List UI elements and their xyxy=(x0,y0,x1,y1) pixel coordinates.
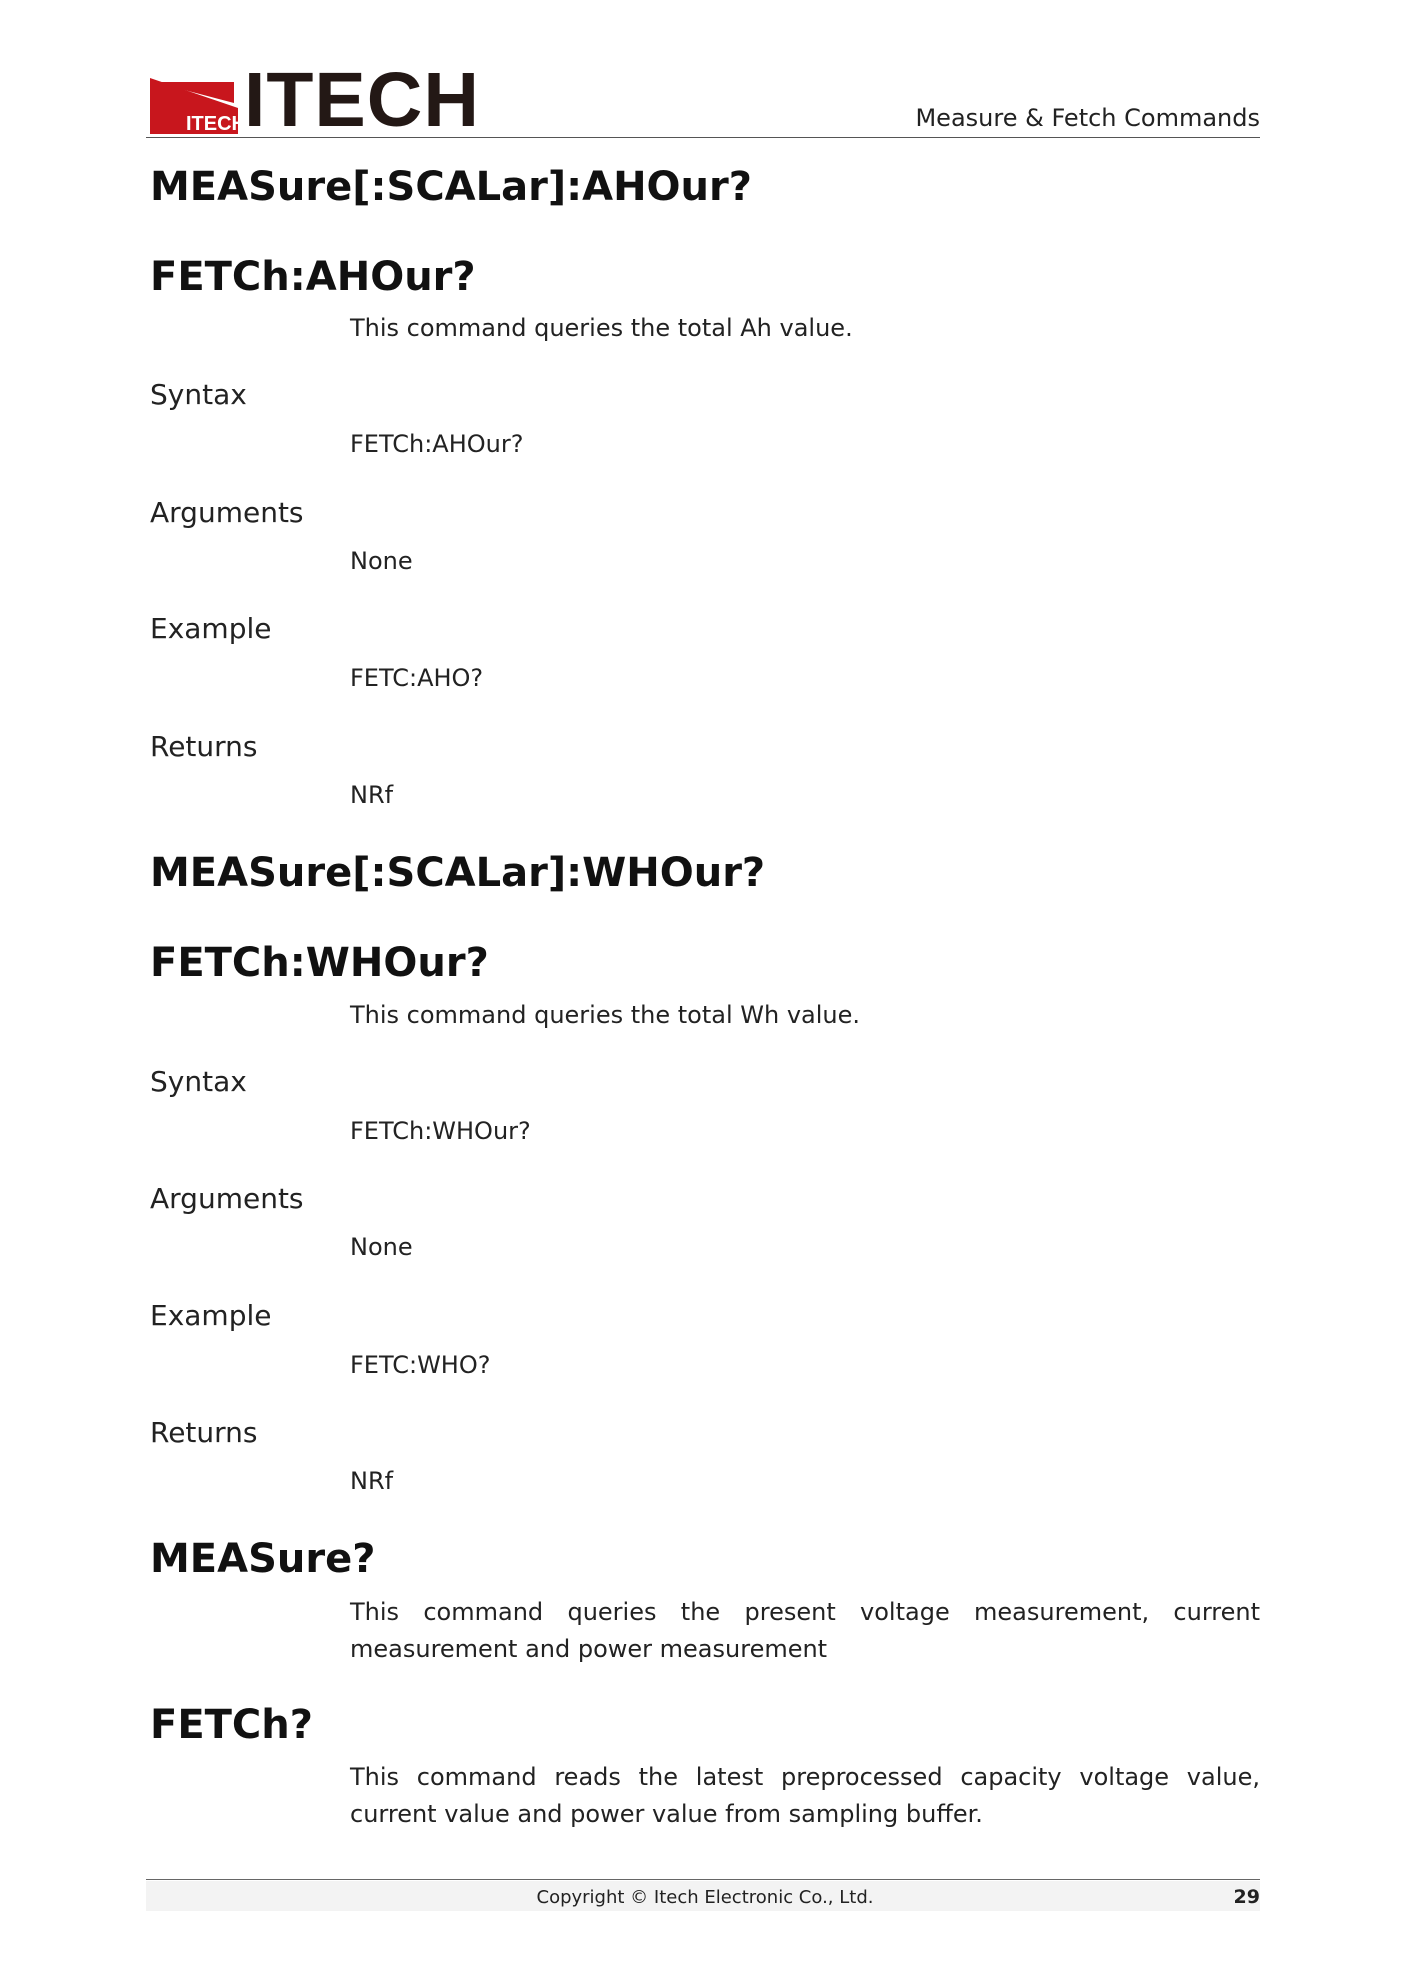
whour-example-label: Example xyxy=(150,1299,272,1332)
itech-logo xyxy=(150,57,480,143)
whour-syntax-label: Syntax xyxy=(150,1065,247,1098)
ahour-syntax-label: Syntax xyxy=(150,378,247,411)
whour-syntax: FETCh:WHOur? xyxy=(350,1117,531,1145)
whour-arguments-label: Arguments xyxy=(150,1182,304,1215)
header-section-title: Measure & Fetch Commands xyxy=(915,104,1260,132)
whour-description: This command queries the total Wh value. xyxy=(350,1001,861,1029)
footer-copyright: Copyright © Itech Electronic Co., Ltd. xyxy=(536,1887,874,1908)
heading-fetch-whour: FETCh:WHOur? xyxy=(150,940,489,986)
whour-arguments: None xyxy=(350,1233,413,1261)
heading-measure-scalar-ahour: MEASure[:SCALar]:AHOur? xyxy=(150,164,752,210)
logo-badge-text: ITECH xyxy=(186,113,246,135)
footer-divider xyxy=(146,1879,1260,1880)
heading-measure: MEASure? xyxy=(150,1536,376,1582)
heading-fetch: FETCh? xyxy=(150,1702,313,1748)
ahour-syntax: FETCh:AHOur? xyxy=(350,430,524,458)
whour-returns: NRf xyxy=(350,1467,394,1495)
ahour-description: This command queries the total Ah value. xyxy=(350,314,853,342)
ahour-example-label: Example xyxy=(150,612,272,645)
ahour-arguments-label: Arguments xyxy=(150,496,304,529)
ahour-example: FETC:AHO? xyxy=(350,664,484,692)
ahour-arguments: None xyxy=(350,547,413,575)
ahour-returns: NRf xyxy=(350,781,394,809)
whour-example: FETC:WHO? xyxy=(350,1351,491,1379)
header-divider xyxy=(146,137,1260,138)
heading-fetch-ahour: FETCh:AHOur? xyxy=(150,254,476,300)
itech-logo-badge-icon xyxy=(150,78,246,135)
heading-measure-scalar-whour: MEASure[:SCALar]:WHOur? xyxy=(150,850,766,896)
ahour-returns-label: Returns xyxy=(150,730,258,763)
whour-returns-label: Returns xyxy=(150,1416,258,1449)
page-number: 29 xyxy=(1233,1886,1260,1908)
logo-wordmark: ITECH xyxy=(244,57,480,143)
measure-description: This command queries the present voltage measurement, current measurement and power measurement xyxy=(350,1598,1260,1663)
fetch-description: This command reads the latest preprocessed capacity voltage value, current value and power value from sampling buffer. xyxy=(350,1763,1260,1828)
